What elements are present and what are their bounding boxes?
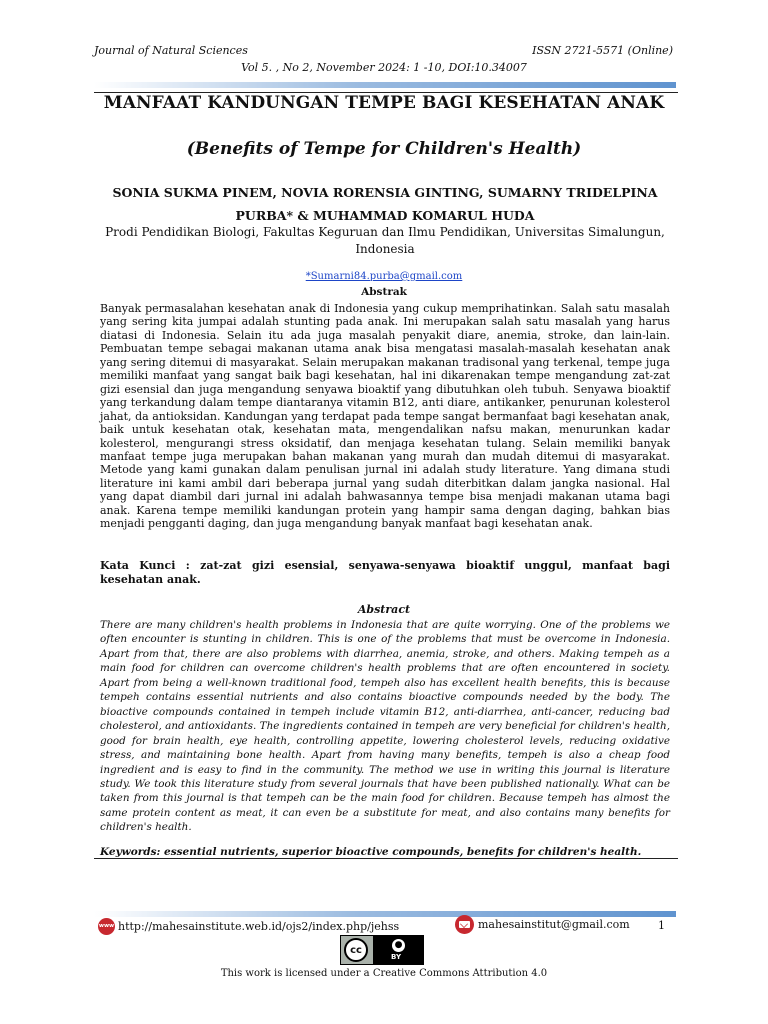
page-number: 1 bbox=[658, 919, 665, 932]
abstract-en-heading: Abstract bbox=[357, 603, 411, 616]
footer-url[interactable]: http://mahesainstitute.web.id/ojs2/index.php/jehss bbox=[118, 920, 400, 933]
affiliation: Prodi Pendidikan Biologi, Fakultas Keguruan dan Ilmu Pendidikan, Universitas Simalungun, Indonesia bbox=[105, 225, 665, 256]
abstract-en-text: There are many children's health problems in Indonesia that are quite worrying. One of the problems we often encounter is stunting in children. This is one of the problems that must be overcome in Indonesia. Apart from that, there are also problems with diarrhea, anemia, stroke, and others. Making tempeh as a main food for children can overcome children's health problems that are often encountered in society. Apart from being a well-known traditional food, tempeh also has excellent health benefits, this is because tempeh contains essential nutrients and also contains bioactive compounds needed by the body. The bioactive compounds contained in tempeh include vitamin B12, anti-diarrhea, anti-cancer, reducing bad cholesterol, and antioxidants. The ingredients contained in tempeh are very beneficial for children's health, good for brain health, eye health, controlling appetite, lowering cholesterol levels, reducing oxidative stress, and maintaining bone health. Apart from having many benefits, tempeh is also a cheap food ingredient and is easy to find in the community. The method we use in writing this journal is literature study. We took this literature study from several journals that have been published nationally. What can be taken from this journal is that tempeh can be the main food for children. Because tempeh has almost the same protein content as meat, it can even be a substitute for meat, and also contains many benefits for children's health. bbox=[100, 619, 670, 834]
paper-title: MANFAAT KANDUNGAN TEMPE BAGI KESEHATAN ANAK bbox=[103, 93, 665, 113]
cc-by-panel bbox=[373, 936, 423, 964]
footer-email[interactable]: mahesainstitut@gmail.com bbox=[478, 918, 630, 931]
issn-label: ISSN 2721-5571 (Online) bbox=[532, 44, 673, 57]
keywords-en: Keywords: essential nutrients, superior bioactive compounds, benefits for children's health. bbox=[100, 846, 642, 858]
license-text: This work is licensed under a Creative Commons Attribution 4.0 bbox=[220, 968, 548, 979]
corresponding-email-link[interactable]: *Sumarni84.purba@gmail.com bbox=[305, 271, 463, 282]
journal-name: Journal of Natural Sciences bbox=[94, 44, 248, 57]
cc-by-badge[interactable] bbox=[340, 935, 424, 965]
author-list: SONIA SUKMA PINEM, NOVIA RORENSIA GINTING, SUMARNY TRIDELPINA PURBA* & MUHAMMAD KOMARUL HUDA bbox=[112, 185, 658, 223]
header-accent-bar bbox=[94, 82, 676, 88]
keywords-id: Kata Kunci : zat-zat gizi esensial, senyawa-senyawa bioaktif unggul, manfaat bagi kesehatan anak. bbox=[100, 559, 670, 586]
person-icon: ● bbox=[392, 939, 405, 952]
abstract-divider bbox=[94, 858, 678, 859]
footer-email-link[interactable] bbox=[455, 915, 630, 934]
mail-icon bbox=[455, 915, 474, 934]
cc-logo-icon: cc bbox=[344, 938, 368, 962]
cc-by-label: BY bbox=[391, 953, 402, 961]
paper-subtitle: (Benefits of Tempe for Children's Health) bbox=[186, 139, 582, 159]
footer-website-link[interactable] bbox=[98, 918, 399, 935]
globe-icon: www bbox=[98, 918, 115, 935]
abstract-id-text: Banyak permasalahan kesehatan anak di Indonesia yang cukup memprihatinkan. Salah satu masalah yang sering kita jumpai adalah stunting pada anak. Ini merupakan salah satu masalah yang harus diatasi di Indonesia. Selain itu ada juga masalah penyakit diare, anemia, stroke, dan lain-lain. Pembuatan tempe sebagai makanan utama anak bisa mengatasi masalah-masalah kesehatan anak yang sering ditemui di masyarakat. Selain merupakan makanan tradisonal yang terkenal, tempe juga memiliki manfaat yang sangat baik bagi kesehatan, hal ini dikarenakan tempe mengandung zat-zat gizi esensial dan juga mengandung senyawa bioaktif yang dibutuhkan oleh tubuh. Senyawa bioaktif yang terkandung dalam tempe diantaranya vitamin B12, anti diare, antikanker, penurunan kolesterol jahat, da antioksidan. Kandungan yang terdapat pada tempe sangat bermanfaat bagi kesehatan anak, baik untuk kesehatan otak, kesehatan mata, mengendalikan nafsu makan, menurunkan kadar kolesterol, mengurangi stress oksidatif, dan menjaga kesehatan tulang. Selain memiliki banyak manfaat tempe juga merupakan bahan makanan yang murah dan mudah ditemui di masyarakat. Metode yang kami gunakan dalam penulisan jurnal ini adalah study literature. Yang dimana studi literature ini kami ambil dari beberapa jurnal yang sudah diterbitkan dalam jangka nasional. Hal yang dapat diambil dari jurnal ini adalah bahwasannya tempe bisa menjadi makanan utama bagi anak. Karena tempe memiliki kandungan protein yang hampir sama dengan daging, bahkan bias menjadi pengganti daging, dan juga mengandung banyak manfaat bagi kesehatan anak. bbox=[100, 302, 670, 531]
abstract-id-heading: Abstrak bbox=[361, 286, 407, 298]
volume-info: Vol 5. , No 2, November 2024: 1 -10, DOI:10.34007 bbox=[241, 61, 527, 74]
